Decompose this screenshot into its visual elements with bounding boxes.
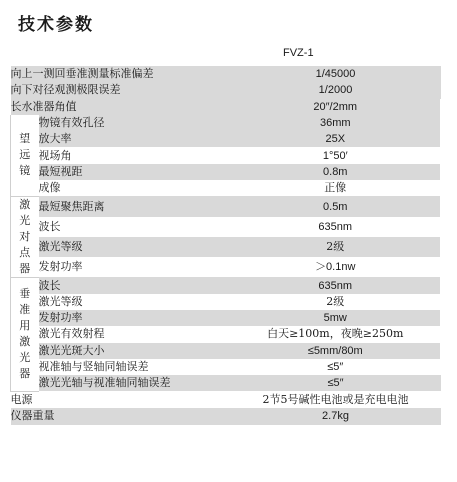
table-row <box>11 391 441 408</box>
group-label-telescope: 望远镜 <box>11 115 39 196</box>
row-label: 激光光斑大小 <box>39 343 231 359</box>
row-value: 635nm <box>231 277 441 293</box>
row-value: 20″/2mm <box>231 99 441 115</box>
row-label: 向上一测回垂准测量标准偏差 <box>11 66 231 82</box>
table-row <box>11 310 441 326</box>
row-value: ≤5″ <box>231 375 441 391</box>
table-row <box>11 196 441 216</box>
row-label: 最短视距 <box>39 164 231 180</box>
row-value: 5mw <box>231 310 441 326</box>
row-label: 物镜有效孔径 <box>39 115 231 131</box>
group-label-laser-plummet: 激光对点器 <box>11 196 39 277</box>
table-row <box>11 147 441 163</box>
row-value: ≤5″ <box>231 359 441 375</box>
row-label: 仪器重量 <box>11 408 231 424</box>
row-value: 1/2000 <box>231 82 441 98</box>
table-row <box>11 217 441 237</box>
row-value: 635nm <box>231 217 441 237</box>
row-label: 发射功率 <box>39 310 231 326</box>
row-value: 2.7kg <box>231 408 441 424</box>
row-value: 1/45000 <box>231 66 441 82</box>
row-label: 激光等级 <box>39 237 231 257</box>
row-label: 激光有效射程 <box>39 326 231 342</box>
table-row <box>11 359 441 375</box>
row-value: ≤5mm/80m <box>231 343 441 359</box>
table-row <box>11 131 441 147</box>
table-row <box>11 237 441 257</box>
row-label: 视场角 <box>39 147 231 163</box>
row-value: 2级 <box>231 294 441 310</box>
row-value: 白天≥100m，夜晚≥250m <box>231 326 441 342</box>
row-value: 0.8m <box>231 164 441 180</box>
row-value: 正像 <box>231 180 441 196</box>
row-label: 视准轴与竖轴同轴误差 <box>39 359 231 375</box>
table-row <box>11 164 441 180</box>
row-label: 最短聚焦距离 <box>39 196 231 216</box>
table-row <box>11 257 441 277</box>
model-header: FVZ-1 <box>283 47 314 59</box>
row-value: 2节5号碱性电池或是充电电池 <box>231 391 441 408</box>
row-label: 成像 <box>39 180 231 196</box>
table-row <box>11 82 441 98</box>
row-value: ＞0.1nw <box>231 257 441 277</box>
row-label: 电源 <box>11 391 231 408</box>
table-row <box>11 66 441 82</box>
row-value: 0.5m <box>231 196 441 216</box>
page-title: 技术参数 <box>18 15 94 35</box>
table-row <box>11 375 441 391</box>
table-row <box>11 343 441 359</box>
row-value: 1°50′ <box>231 147 441 163</box>
row-value: 36mm <box>231 115 441 131</box>
table-row <box>11 294 441 310</box>
table-row <box>11 180 441 196</box>
row-label: 激光光轴与视准轴同轴误差 <box>39 375 231 391</box>
row-label: 向下对径观测极限误差 <box>11 82 231 98</box>
spec-table <box>10 66 441 425</box>
row-label: 发射功率 <box>39 257 231 277</box>
table-row <box>11 408 441 424</box>
group-label-plumb-laser: 垂准用激光器 <box>11 277 39 391</box>
table-row <box>11 115 441 131</box>
row-label: 波长 <box>39 217 231 237</box>
row-value: 2级 <box>231 237 441 257</box>
table-row <box>11 99 441 115</box>
row-label: 长水准器角值 <box>11 99 231 115</box>
row-label: 波长 <box>39 277 231 293</box>
table-row <box>11 277 441 293</box>
table-row <box>11 326 441 342</box>
row-label: 激光等级 <box>39 294 231 310</box>
row-label: 放大率 <box>39 131 231 147</box>
row-value: 25X <box>231 131 441 147</box>
